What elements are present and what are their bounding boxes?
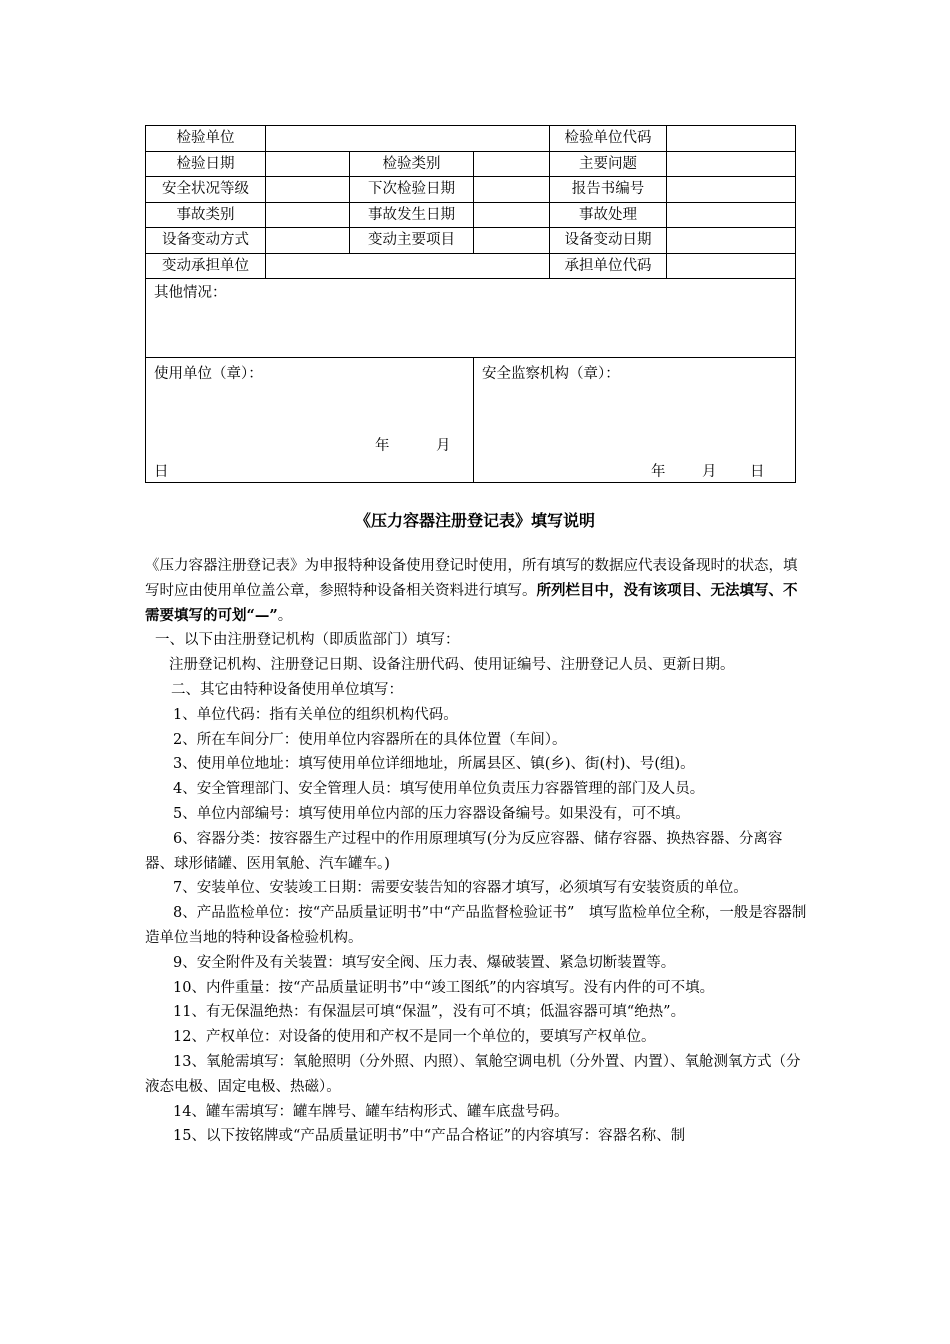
form-row bbox=[146, 202, 796, 228]
field-value bbox=[266, 228, 350, 254]
field-label: 主要问题 bbox=[550, 151, 667, 177]
user-seal-cell bbox=[146, 358, 474, 483]
field-label: 检验日期 bbox=[146, 151, 266, 177]
field-value bbox=[266, 126, 550, 152]
field-label: 设备变动方式 bbox=[146, 228, 266, 254]
form-row-seals bbox=[146, 358, 796, 483]
list-item: 12、产权单位：对设备的使用和产权不是同一个单位的，要填写产权单位。 bbox=[173, 1029, 656, 1046]
form-row bbox=[146, 126, 796, 152]
supervision-seal-label: 安全监察机构（章）： bbox=[482, 366, 620, 382]
section-heading: 二、其它由特种设备使用单位填写： bbox=[171, 681, 403, 698]
day-label: 日 bbox=[154, 464, 169, 480]
form-row bbox=[146, 151, 796, 177]
field-label: 检验类别 bbox=[350, 151, 474, 177]
supervision-seal-cell bbox=[474, 358, 796, 483]
intro-text: 《压力容器注册登记表》为申报特种设备使用登记时使用，所有填写的数据应代表设备现时的状态，填写时应由使用单位盖公章，参照特种设备相关资料进行填写。 bbox=[145, 558, 798, 599]
field-value bbox=[474, 202, 550, 228]
year-label: 年 bbox=[651, 464, 666, 480]
list-item: 2、所在车间分厂：使用单位内容器所在的具体位置（车间）。 bbox=[173, 731, 567, 748]
field-label: 下次检验日期 bbox=[350, 177, 474, 203]
field-label: 报告书编号 bbox=[550, 177, 667, 203]
list-item: 15、以下按铭牌或“产品质量证明书”中“产品合格证”的内容填写：容器名称、制 bbox=[173, 1128, 686, 1145]
field-label: 变动承担单位 bbox=[146, 253, 266, 279]
day-label: 日 bbox=[750, 464, 765, 480]
section-heading: 一、以下由注册登记机构（即质监部门）填写： bbox=[155, 632, 460, 649]
list-item: 6、容器分类：按容器生产过程中的作用原理填写(分为反应容器、储存容器、换热容器、分离容器、球形储罐、医用氧舱、汽车罐车。) bbox=[145, 830, 783, 872]
registration-form-table bbox=[145, 125, 796, 483]
instructions-body bbox=[145, 554, 807, 1149]
intro-paragraph bbox=[145, 554, 807, 628]
list-item: 1、单位代码：指有关单位的组织机构代码。 bbox=[173, 706, 458, 723]
field-label: 变动主要项目 bbox=[350, 228, 474, 254]
field-value bbox=[667, 151, 796, 177]
list-item: 4、安全管理部门、安全管理人员：填写使用单位负责压力容器管理的部门及人员。 bbox=[173, 781, 705, 798]
field-value bbox=[667, 228, 796, 254]
list-item: 7、安装单位、安装竣工日期：需要安装告知的容器才填写，必须填写有安装资质的单位。 bbox=[173, 880, 748, 897]
intro-end: 。 bbox=[277, 607, 293, 624]
field-label: 事故发生日期 bbox=[350, 202, 474, 228]
month-label: 月 bbox=[436, 438, 451, 454]
field-label: 安全状况等级 bbox=[146, 177, 266, 203]
field-label: 检验单位 bbox=[146, 126, 266, 152]
field-value bbox=[667, 126, 796, 152]
other-info-cell bbox=[146, 279, 796, 358]
list-item: 10、内件重量：按“产品质量证明书”中“竣工图纸”的内容填写。没有内件的可不填。 bbox=[173, 979, 715, 996]
field-label: 事故处理 bbox=[550, 202, 667, 228]
field-value bbox=[266, 202, 350, 228]
list-item: 14、罐车需填写：罐车牌号、罐车结构形式、罐车底盘号码。 bbox=[173, 1103, 569, 1120]
instructions-title: 《压力容器注册登记表》填写说明 bbox=[354, 511, 595, 530]
form-row bbox=[146, 228, 796, 254]
field-value bbox=[474, 228, 550, 254]
field-value bbox=[667, 253, 796, 279]
user-seal-label: 使用单位（章）： bbox=[154, 366, 263, 382]
year-label: 年 bbox=[375, 438, 390, 454]
field-value bbox=[266, 253, 550, 279]
field-value bbox=[266, 151, 350, 177]
field-value bbox=[667, 202, 796, 228]
list-item: 11、有无保温绝热：有保温层可填“保温”，没有可不填；低温容器可填“绝热”。 bbox=[173, 1004, 686, 1021]
list-item: 8、产品监检单位：按“产品质量证明书”中“产品监督检验证书” 填写监检单位全称，一般是容器制造单位当地的特种设备检验机构。 bbox=[145, 905, 807, 946]
list-item: 9、安全附件及有关装置：填写安全阀、压力表、爆破装置、紧急切断装置等。 bbox=[173, 954, 676, 971]
field-value bbox=[474, 177, 550, 203]
section-detail: 注册登记机构、注册登记日期、设备注册代码、使用证编号、注册登记人员、更新日期。 bbox=[169, 657, 735, 674]
field-label: 事故类别 bbox=[146, 202, 266, 228]
month-label: 月 bbox=[702, 464, 717, 480]
field-label: 设备变动日期 bbox=[550, 228, 667, 254]
field-label: 承担单位代码 bbox=[550, 253, 667, 279]
form-row bbox=[146, 177, 796, 203]
list-item: 5、单位内部编号：填写使用单位内部的压力容器设备编号。如果没有，可不填。 bbox=[173, 805, 690, 822]
field-label: 检验单位代码 bbox=[550, 126, 667, 152]
form-row bbox=[146, 253, 796, 279]
field-value bbox=[474, 151, 550, 177]
form-row-other bbox=[146, 279, 796, 358]
field-value bbox=[667, 177, 796, 203]
other-info-label: 其他情况： bbox=[154, 285, 227, 301]
field-value bbox=[266, 177, 350, 203]
intro-bold-text: 所列栏目中，没有该项目、无法填写、不需要填写的可划“—” bbox=[145, 581, 798, 624]
list-item: 3、使用单位地址：填写使用单位详细地址，所属县区、镇(乡)、街(村)、号(组)。 bbox=[173, 756, 695, 773]
list-item: 13、氧舱需填写：氧舱照明（分外照、内照）、氧舱空调电机（分外置、内置）、氧舱测氧方式（分液态电极、固定电极、热磁）。 bbox=[145, 1053, 801, 1095]
